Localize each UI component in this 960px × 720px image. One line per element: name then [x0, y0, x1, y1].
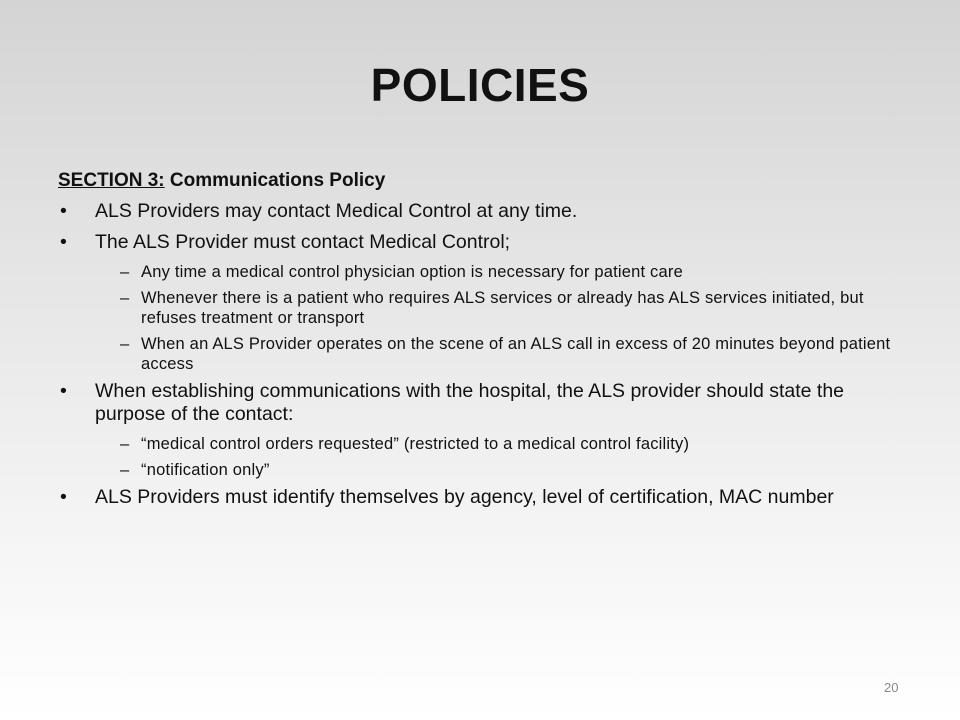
sub-bullet-item — [58, 334, 918, 374]
sub-bullet-item — [58, 288, 918, 328]
bullet-item — [58, 231, 918, 254]
bullet-text: When establishing communications with the hospital, the ALS provider should state the purpose of the contact: — [95, 380, 845, 425]
dash-icon: – — [120, 335, 130, 353]
bullet-icon: • — [60, 200, 67, 222]
dash-icon: – — [120, 289, 130, 307]
bullet-text: ALS Providers may contact Medical Control at any time. — [95, 200, 578, 222]
sub-bullet-item — [58, 434, 918, 454]
bullet-item — [58, 200, 918, 223]
dash-icon: – — [120, 461, 130, 479]
sub-bullet-text: Whenever there is a patient who requires ALS services or already has ALS services initiated, but refuses treatment or transport — [141, 289, 864, 327]
dash-icon: – — [120, 263, 130, 281]
sub-bullet-text: “medical control orders requested” (restricted to a medical control facility) — [141, 435, 690, 453]
bullet-text: The ALS Provider must contact Medical Control; — [95, 231, 511, 253]
bullet-item — [58, 486, 918, 509]
dash-icon: – — [120, 435, 130, 453]
sub-bullet-item — [58, 460, 918, 480]
section-title: Communications Policy — [164, 170, 386, 191]
slide-title: POLICIES — [370, 59, 590, 111]
bullet-text: ALS Providers must identify themselves by agency, level of certification, MAC number — [95, 486, 834, 508]
section-heading — [58, 170, 918, 192]
sub-bullet-text: When an ALS Provider operates on the scene of an ALS call in excess of 20 minutes beyond patient access — [141, 335, 891, 373]
page-number: 20 — [884, 680, 899, 695]
sub-bullet-text: “notification only” — [141, 461, 270, 479]
bullet-item — [58, 380, 918, 426]
bullet-icon: • — [60, 231, 67, 253]
sub-bullet-text: Any time a medical control physician option is necessary for patient care — [141, 263, 683, 281]
sub-bullet-item — [58, 262, 918, 282]
bullet-icon: • — [60, 380, 67, 402]
bullet-icon: • — [60, 486, 67, 508]
slide-body — [58, 170, 918, 517]
section-label: SECTION 3: — [58, 170, 165, 191]
